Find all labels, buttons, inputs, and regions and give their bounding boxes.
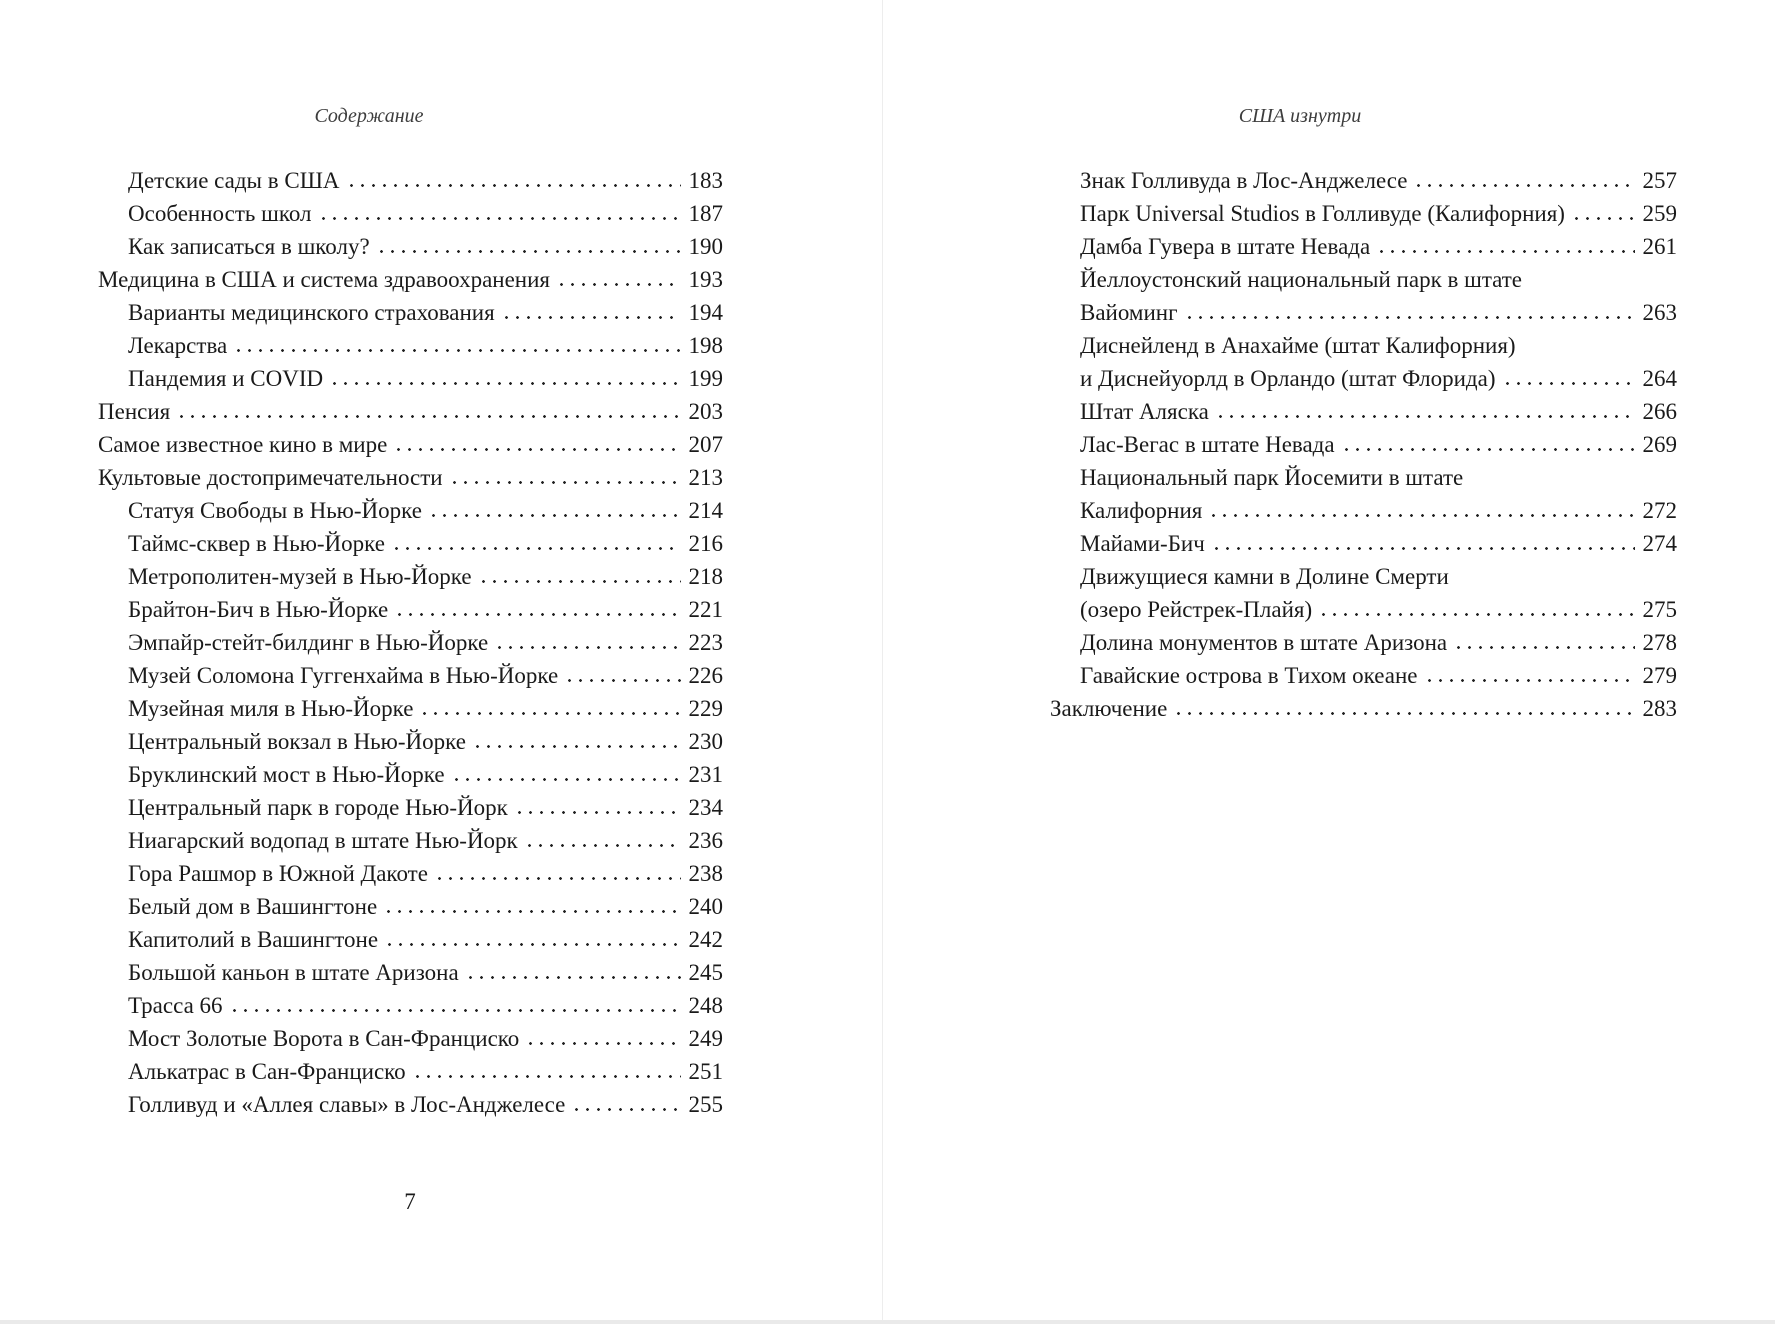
- dot-leader: [318, 216, 681, 221]
- dot-leader: [1318, 612, 1634, 617]
- toc-entry-page-number: 245: [688, 960, 723, 985]
- toc-entry-page-number: 187: [688, 201, 723, 226]
- toc-entry: [98, 692, 723, 725]
- toc-entry-title: Как записаться в школу?: [128, 234, 370, 259]
- toc-entry-page-number: 223: [688, 630, 723, 655]
- toc-entry: [1050, 560, 1677, 626]
- toc-line: [1080, 560, 1677, 593]
- left-running-head: Содержание: [314, 105, 424, 127]
- toc-entry-title: Медицина в США и система здравоохранения: [98, 267, 550, 292]
- toc-line: [128, 1055, 723, 1088]
- toc-line: [1080, 197, 1677, 230]
- toc-entry-title: Парк Universal Studios в Голливуде (Калифорния): [1080, 201, 1565, 226]
- toc-entry-title: Брайтон-Бич в Нью-Йорке: [128, 597, 389, 622]
- toc-entry-page-number: 278: [1642, 630, 1677, 655]
- toc-entry-title: Лекарства: [128, 333, 228, 358]
- toc-entry: [98, 164, 723, 197]
- toc-line: [128, 560, 723, 593]
- toc-line: [128, 758, 723, 791]
- toc-line: [128, 989, 723, 1022]
- toc-line: [1080, 230, 1677, 263]
- toc-entry: [98, 758, 723, 791]
- toc-entry: [98, 395, 723, 428]
- toc-entry: [98, 626, 723, 659]
- dot-leader: [434, 876, 681, 881]
- toc-entry: [1050, 527, 1677, 560]
- toc-entry-title: Метрополитен-музей в Нью-Йорке: [128, 564, 472, 589]
- bottom-edge-shadow: [0, 1320, 1775, 1324]
- toc-entry-title: Мост Золотые Ворота в Сан-Франциско: [128, 1026, 520, 1051]
- toc-line: [128, 296, 723, 329]
- toc-entry: [1050, 197, 1677, 230]
- toc-entry-title: Детские сады в США: [128, 168, 340, 193]
- toc-entry: [98, 1055, 723, 1088]
- toc-entry-page-number: 264: [1642, 366, 1677, 391]
- toc-entry: [98, 659, 723, 692]
- toc-entry-title: Пандемия и COVID: [128, 366, 324, 391]
- toc-entry-page-number: 279: [1642, 663, 1677, 688]
- toc-entry-title: Дамба Гувера в штате Невада: [1080, 234, 1371, 259]
- toc-entry: [98, 362, 723, 395]
- toc-entry-page-number: 257: [1642, 168, 1677, 193]
- toc-line: [128, 791, 723, 824]
- dot-leader: [465, 975, 681, 980]
- toc-line: [128, 1022, 723, 1055]
- toc-entry-page-number: 261: [1642, 234, 1677, 259]
- toc-entry: [1050, 626, 1677, 659]
- toc-entry: [98, 263, 723, 296]
- toc-entry: [98, 1088, 723, 1121]
- toc-entry-page-number: 234: [688, 795, 723, 820]
- toc-entry: [98, 494, 723, 527]
- dot-leader: [1571, 216, 1635, 221]
- toc-entry-title: Особенность школ: [128, 201, 312, 226]
- toc-entry-page-number: 238: [688, 861, 723, 886]
- toc-entry: [1050, 263, 1677, 329]
- dot-leader: [1173, 711, 1634, 716]
- toc-line: [98, 428, 723, 461]
- toc-entry: [98, 197, 723, 230]
- toc-line: [128, 692, 723, 725]
- toc-entry: [98, 956, 723, 989]
- toc-entry-title: Статуя Свободы в Нью-Йорке: [128, 498, 422, 523]
- dot-leader: [571, 1107, 680, 1112]
- toc-entry: [1050, 164, 1677, 197]
- toc-line: [98, 461, 723, 494]
- dot-leader: [394, 612, 680, 617]
- toc-line: [1080, 527, 1677, 560]
- toc-entry: [98, 527, 723, 560]
- toc-entry-page-number: 272: [1642, 498, 1677, 523]
- toc-entry-title: Долина монументов в штате Аризона: [1080, 630, 1448, 655]
- dot-leader: [329, 381, 680, 386]
- toc-entry-page-number: 269: [1642, 432, 1677, 457]
- toc-entry-page-number: 198: [688, 333, 723, 358]
- toc-entry-title: Знак Голливуда в Лос-Анджелесе: [1080, 168, 1408, 193]
- toc-entry: [98, 230, 723, 263]
- toc-entry: [1050, 461, 1677, 527]
- toc-entry: [98, 923, 723, 956]
- dot-leader: [1215, 414, 1635, 419]
- toc-line: [128, 956, 723, 989]
- dot-leader: [1341, 447, 1635, 452]
- toc-entry: [1050, 230, 1677, 263]
- dot-leader: [451, 777, 681, 782]
- toc-entry-page-number: 255: [688, 1092, 723, 1117]
- dot-leader: [419, 711, 680, 716]
- dot-leader: [564, 678, 680, 683]
- toc-line: [128, 1088, 723, 1121]
- toc-entry-page-number: 240: [688, 894, 723, 919]
- toc-line: [128, 659, 723, 692]
- toc-entry-title: Голливуд и «Аллея славы» в Лос-Анджелесе: [128, 1092, 566, 1117]
- toc-line: [128, 857, 723, 890]
- toc-entry-page-number: 251: [688, 1059, 723, 1084]
- toc-line: [128, 494, 723, 527]
- toc-entry-title: Капитолий в Вашингтоне: [128, 927, 379, 952]
- toc-line: [128, 824, 723, 857]
- toc-entry-title: Алькатрас в Сан-Франциско: [128, 1059, 406, 1084]
- toc-entry-title: Гавайские острова в Тихом океане: [1080, 663, 1418, 688]
- toc-entry: [1050, 659, 1677, 692]
- dot-leader: [525, 1041, 680, 1046]
- toc-entry: [98, 296, 723, 329]
- dot-leader: [478, 579, 681, 584]
- toc-entry-title: Самое известное кино в мире: [98, 432, 388, 457]
- toc-entry: [98, 593, 723, 626]
- toc-entry-title: Майами-Бич: [1080, 531, 1205, 556]
- toc-entry: [98, 1022, 723, 1055]
- toc-line: [128, 725, 723, 758]
- toc-entry-page-number: 199: [688, 366, 723, 391]
- toc-entry-title: Белый дом в Вашингтоне: [128, 894, 378, 919]
- toc-entry-title: Заключение: [1050, 696, 1168, 721]
- dot-leader: [1208, 513, 1634, 518]
- toc-line: [1080, 296, 1677, 329]
- toc-entry-page-number: 213: [688, 465, 723, 490]
- toc-entry-title: Пенсия: [98, 399, 171, 424]
- toc-entry-title: Музей Соломона Гуггенхайма в Нью-Йорке: [128, 663, 559, 688]
- toc-line: [1050, 692, 1677, 725]
- toc-entry-title: Большой каньон в штате Аризона: [128, 960, 459, 985]
- toc-entry-title: Бруклинский мост в Нью-Йорке: [128, 762, 445, 787]
- toc-line: [1080, 593, 1677, 626]
- toc-entry: [98, 461, 723, 494]
- toc-entry-title: Диснейленд в Анахайме (штат Калифорния): [1080, 333, 1516, 358]
- dot-leader: [176, 414, 680, 419]
- toc-entry-title: Центральный парк в городе Нью-Йорк: [128, 795, 508, 820]
- toc-entry-page-number: 231: [688, 762, 723, 787]
- dot-leader: [376, 249, 681, 254]
- dot-leader: [556, 282, 681, 287]
- dot-leader: [1184, 315, 1635, 320]
- toc-entry-page-number: 216: [688, 531, 723, 556]
- toc-entry-page-number: 193: [688, 267, 723, 292]
- toc-entry-page-number: 203: [688, 399, 723, 424]
- toc-entry-page-number: 259: [1642, 201, 1677, 226]
- toc-entry: [98, 725, 723, 758]
- toc-entry-page-number: 236: [688, 828, 723, 853]
- toc-line: [128, 164, 723, 197]
- toc-entry-page-number: 283: [1642, 696, 1677, 721]
- toc-line: [128, 230, 723, 263]
- toc-line: [98, 395, 723, 428]
- toc-line: [1080, 263, 1677, 296]
- dot-leader: [524, 843, 681, 848]
- toc-page-left: [0, 0, 882, 1324]
- toc-line: [128, 923, 723, 956]
- dot-leader: [412, 1074, 681, 1079]
- toc-entry-page-number: 190: [688, 234, 723, 259]
- dot-leader: [1424, 678, 1635, 683]
- toc-line: [1080, 164, 1677, 197]
- toc-entry-title: Таймс-сквер в Нью-Йорке: [128, 531, 385, 556]
- toc-entry: [98, 428, 723, 461]
- toc-entry-title: Ниагарский водопад в штате Нью-Йорк: [128, 828, 518, 853]
- toc-line: [1080, 494, 1677, 527]
- toc-entry-page-number: 230: [688, 729, 723, 754]
- toc-entry-title: Штат Аляска: [1080, 399, 1209, 424]
- dot-leader: [501, 315, 681, 320]
- toc-entry: [98, 791, 723, 824]
- toc-line: [128, 197, 723, 230]
- toc-entry-page-number: 248: [688, 993, 723, 1018]
- dot-leader: [393, 447, 680, 452]
- toc-entry-page-number: 194: [688, 300, 723, 325]
- toc-line: [1080, 461, 1677, 494]
- dot-leader: [449, 480, 681, 485]
- toc-entry-page-number: 221: [688, 597, 723, 622]
- right-running-head: США изнутри: [1238, 105, 1362, 127]
- dot-leader: [494, 645, 680, 650]
- toc-entry: [98, 989, 723, 1022]
- toc-entry: [98, 824, 723, 857]
- toc-entry-title: Лас-Вегас в штате Невада: [1080, 432, 1335, 457]
- dot-leader: [383, 909, 680, 914]
- toc-entry-title: Национальный парк Йосемити в штате: [1080, 465, 1464, 490]
- dot-leader: [391, 546, 681, 551]
- dot-leader: [1413, 183, 1634, 188]
- dot-leader: [514, 810, 681, 815]
- toc-line: [128, 329, 723, 362]
- toc-entry-title: Вайоминг: [1080, 300, 1178, 325]
- toc-page-right: [888, 0, 1775, 1324]
- toc-entry-page-number: 242: [688, 927, 723, 952]
- toc-line: [1080, 659, 1677, 692]
- toc-entry-page-number: 214: [688, 498, 723, 523]
- toc-entry-title: Калифорния: [1080, 498, 1203, 523]
- toc-entry-title: Трасса 66: [128, 993, 223, 1018]
- toc-line: [1080, 395, 1677, 428]
- toc-entry: [98, 890, 723, 923]
- toc-entry-page-number: 274: [1642, 531, 1677, 556]
- toc-entry-page-number: 266: [1642, 399, 1677, 424]
- toc-entry: [1050, 428, 1677, 461]
- toc-entry-page-number: 275: [1642, 597, 1677, 622]
- toc-entry: [98, 857, 723, 890]
- toc-entry-page-number: 249: [688, 1026, 723, 1051]
- toc-entry: [98, 329, 723, 362]
- toc-entry-page-number: 263: [1642, 300, 1677, 325]
- toc-line: [1080, 626, 1677, 659]
- toc-line: [1080, 428, 1677, 461]
- dot-leader: [1376, 249, 1634, 254]
- toc-line: [128, 527, 723, 560]
- toc-entry-page-number: 207: [688, 432, 723, 457]
- dot-leader: [428, 513, 681, 518]
- toc-entry-page-number: 229: [688, 696, 723, 721]
- dot-leader: [1211, 546, 1635, 551]
- toc-entry: [98, 560, 723, 593]
- toc-left-list: [98, 164, 723, 1121]
- toc-line: [128, 362, 723, 395]
- dot-leader: [384, 942, 680, 947]
- toc-entry-title: Движущиеся камни в Долине Смерти: [1080, 564, 1449, 589]
- toc-right-list: [1050, 164, 1677, 725]
- toc-line: [128, 890, 723, 923]
- toc-entry-page-number: 218: [688, 564, 723, 589]
- toc-entry-title: Йеллоустонский национальный парк в штате: [1080, 267, 1523, 292]
- toc-entry-title: (озеро Рейстрек-Плайя): [1080, 597, 1313, 622]
- toc-entry-page-number: 183: [688, 168, 723, 193]
- toc-entry-title: Эмпайр-стейт-билдинг в Нью-Йорке: [128, 630, 489, 655]
- toc-line: [1080, 329, 1677, 362]
- dot-leader: [1502, 381, 1635, 386]
- dot-leader: [233, 348, 680, 353]
- toc-entry-title: Варианты медицинского страхования: [128, 300, 495, 325]
- dot-leader: [472, 744, 681, 749]
- dot-leader: [1453, 645, 1634, 650]
- toc-line: [1080, 362, 1677, 395]
- toc-entry-title: Гора Рашмор в Южной Дакоте: [128, 861, 428, 886]
- toc-entry-title: Музейная миля в Нью-Йорке: [128, 696, 414, 721]
- toc-entry-title: и Диснейуорлд в Орландо (штат Флорида): [1080, 366, 1496, 391]
- toc-entry: [1050, 395, 1677, 428]
- toc-entry-title: Центральный вокзал в Нью-Йорке: [128, 729, 466, 754]
- toc-entry-title: Культовые достопримечательности: [98, 465, 443, 490]
- toc-entry-page-number: 226: [688, 663, 723, 688]
- toc-line: [128, 626, 723, 659]
- left-page-number: 7: [404, 1189, 416, 1214]
- toc-line: [128, 593, 723, 626]
- toc-line: [98, 263, 723, 296]
- dot-leader: [346, 183, 681, 188]
- toc-entry: [1050, 329, 1677, 395]
- dot-leader: [229, 1008, 681, 1013]
- toc-entry: [1050, 692, 1677, 725]
